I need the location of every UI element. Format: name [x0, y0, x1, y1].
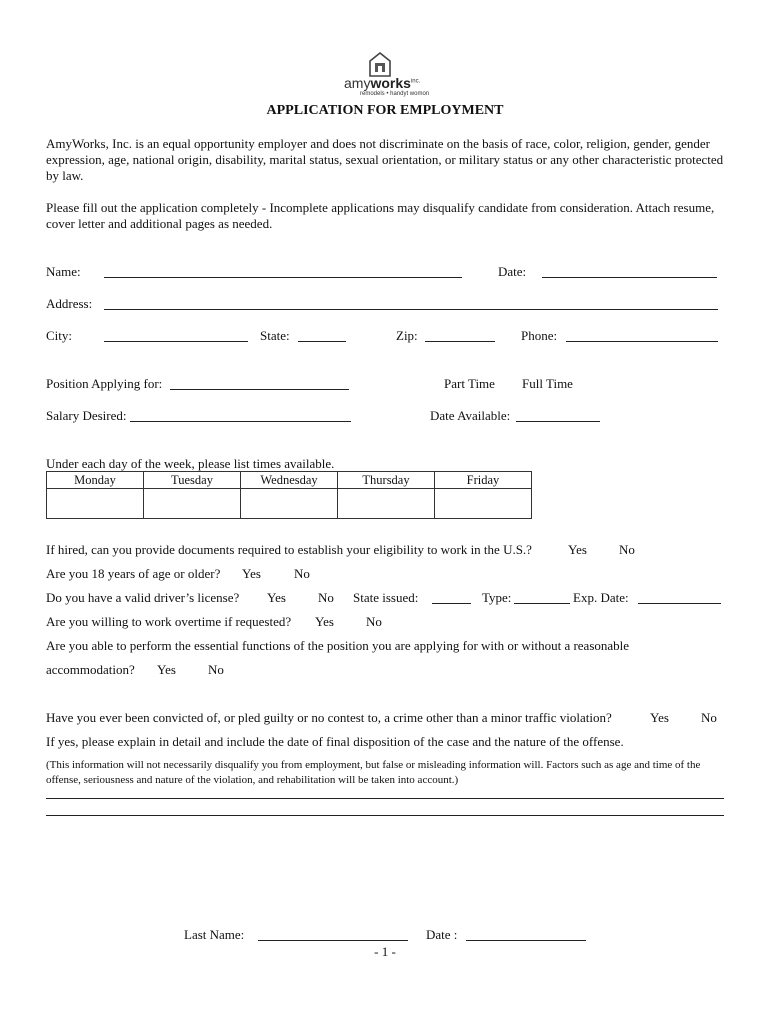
day-header-wednesday: Wednesday — [241, 472, 338, 489]
phone-label: Phone: — [521, 328, 558, 343]
page-number: - 1 - — [374, 944, 396, 959]
availability-cell-wednesday[interactable] — [241, 489, 338, 519]
license-type-label: Type: — [482, 590, 512, 605]
essential-no[interactable]: No — [208, 662, 224, 677]
name-label: Name: — [46, 264, 81, 279]
conviction-yes[interactable]: Yes — [650, 710, 669, 725]
date-available-label: Date Available: — [430, 408, 511, 423]
logo-tagline: remodels • handyt womon — [360, 91, 430, 97]
conviction-no[interactable]: No — [701, 710, 717, 725]
date-label: Date: — [498, 264, 527, 279]
day-header-friday: Friday — [435, 472, 532, 489]
license-yes[interactable]: Yes — [267, 590, 286, 605]
page-title: APPLICATION FOR EMPLOYMENT — [266, 103, 504, 118]
footer-date-label: Date : — [426, 927, 458, 942]
license-no[interactable]: No — [318, 590, 334, 605]
footer-last-name-label: Last Name: — [184, 927, 245, 942]
exp-date-label: Exp. Date: — [573, 590, 629, 605]
age-question: Are you 18 years of age or older? — [46, 566, 221, 581]
age-no[interactable]: No — [294, 566, 310, 581]
availability-cell-friday[interactable] — [435, 489, 532, 519]
footer-date-field[interactable] — [466, 940, 586, 941]
exp-date-field[interactable] — [638, 603, 721, 604]
age-yes[interactable]: Yes — [242, 566, 261, 581]
availability-cell-tuesday[interactable] — [144, 489, 241, 519]
eeo-statement: AmyWorks, Inc. is an equal opportunity employer and does not discriminate on the basis of race, color, religion, gender, gender expression, age, national origin, disability, marital status, sexual orientation, or military status or any other characteristic protected by law. — [46, 136, 724, 183]
overtime-yes[interactable]: Yes — [315, 614, 334, 629]
part-time-option[interactable]: Part Time — [444, 376, 495, 391]
availability-cell-thursday[interactable] — [338, 489, 435, 519]
zip-label: Zip: — [396, 328, 418, 343]
availability-cell-monday[interactable] — [47, 489, 144, 519]
explanation-line-2[interactable] — [46, 815, 724, 816]
eligibility-yes[interactable]: Yes — [568, 542, 587, 557]
conviction-question: Have you ever been convicted of, or pled guilty or no contest to, a crime other than a minor traffic violation? — [46, 710, 612, 725]
zip-field[interactable] — [425, 341, 495, 342]
date-field[interactable] — [542, 277, 717, 278]
day-header-thursday: Thursday — [338, 472, 435, 489]
conviction-disclaimer: (This information will not necessarily disqualify you from employment, but false or misleading information will. Factors such as age and time of the offense, seriousness and nature of the violation, and rehabilitation will be taken into account.) — [46, 759, 701, 786]
eligibility-no[interactable]: No — [619, 542, 635, 557]
overtime-question: Are you willing to work overtime if requested? — [46, 614, 292, 629]
city-label: City: — [46, 328, 73, 343]
essential-functions-question-cont: accommodation? — [46, 662, 135, 677]
instructions-text: Please fill out the application completely - Incomplete applications may disqualify candidate from consideration. Attach resume, cover letter and additional pages as needed. — [46, 200, 715, 231]
conviction-explain-prompt: If yes, please explain in detail and include the date of final disposition of the case and the nature of the offense. — [46, 734, 624, 749]
salary-label: Salary Desired: — [46, 408, 127, 423]
state-label: State: — [260, 328, 290, 343]
availability-prompt: Under each day of the week, please list times available. — [46, 456, 335, 471]
state-field[interactable] — [298, 341, 346, 342]
overtime-no[interactable]: No — [366, 614, 382, 629]
footer-last-name-field[interactable] — [258, 940, 408, 941]
state-issued-label: State issued: — [353, 590, 419, 605]
license-type-field[interactable] — [514, 603, 570, 604]
address-field[interactable] — [104, 309, 718, 310]
day-header-tuesday: Tuesday — [144, 472, 241, 489]
phone-field[interactable] — [566, 341, 718, 342]
salary-field[interactable] — [130, 421, 351, 422]
eligibility-question: If hired, can you provide documents required to establish your eligibility to work in the U.S.? — [46, 542, 532, 557]
full-time-option[interactable]: Full Time — [522, 376, 573, 391]
city-field[interactable] — [104, 341, 248, 342]
logo-wordmark: amyworks$^{inc.}$ — [344, 75, 421, 91]
date-available-field[interactable] — [516, 421, 600, 422]
license-question: Do you have a valid driver’s license? — [46, 590, 240, 605]
address-label: Address: — [46, 296, 93, 311]
state-issued-field[interactable] — [432, 603, 471, 604]
day-header-monday: Monday — [47, 472, 144, 489]
explanation-line-1[interactable] — [46, 798, 724, 799]
position-label: Position Applying for: — [46, 376, 163, 391]
availability-table — [46, 471, 532, 519]
essential-yes[interactable]: Yes — [157, 662, 176, 677]
essential-functions-question: Are you able to perform the essential functions of the position you are applying for with or without a reasonable — [46, 638, 630, 653]
name-field[interactable] — [104, 277, 462, 278]
position-field[interactable] — [170, 389, 349, 390]
